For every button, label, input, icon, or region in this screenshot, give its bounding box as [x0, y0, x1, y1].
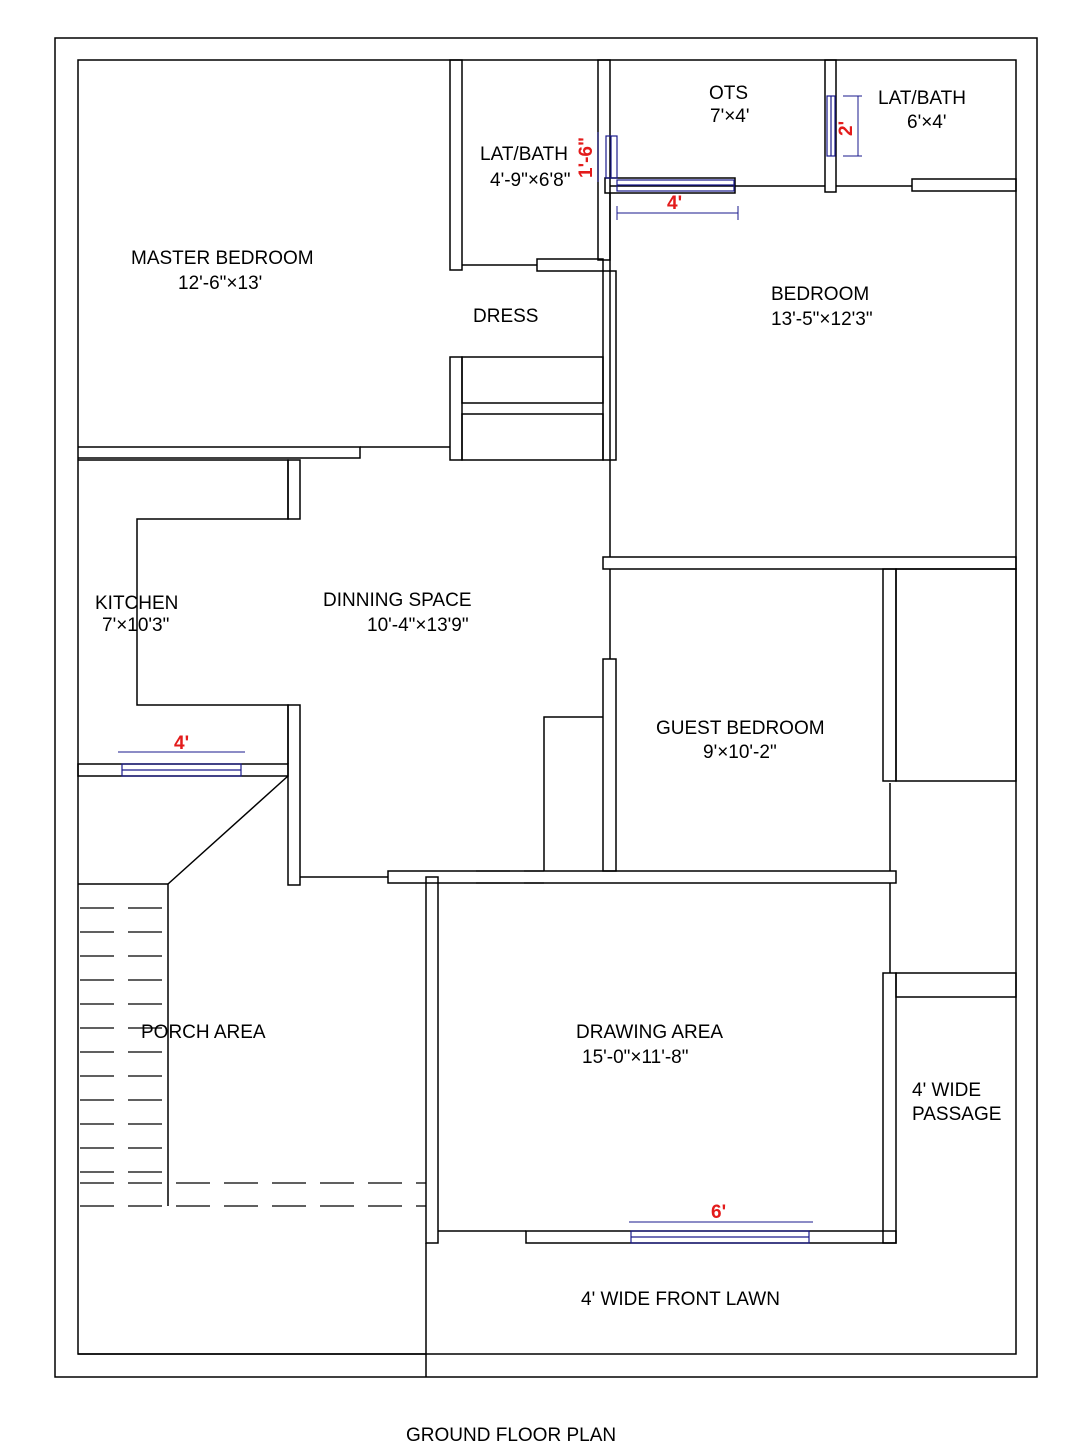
ots-window-dim: 4' — [667, 193, 683, 214]
dimension-labels — [174, 121, 857, 1223]
kitchen-window-dim: 4' — [174, 733, 190, 754]
ots-name: OTS — [709, 83, 749, 104]
drawing-size: 15'-0"×11'-8" — [582, 1047, 689, 1068]
lat-bath-1-size: 4'-9"×6'8" — [490, 170, 571, 191]
lat-bath-2-name: LAT/BATH — [878, 88, 966, 109]
master-bedroom-name: MASTER BEDROOM — [131, 248, 314, 269]
outer-walls — [55, 38, 1037, 1377]
ots-size: 7'×4' — [710, 106, 750, 127]
dinning-name: DINNING SPACE — [323, 590, 472, 611]
kitchen-size: 7'×10'3" — [102, 615, 170, 636]
passage-line1: 4' WIDE — [912, 1080, 982, 1101]
dress-name: DRESS — [473, 306, 539, 327]
guest-bedroom-name: GUEST BEDROOM — [656, 718, 825, 739]
guest-bedroom-size: 9'×10'-2" — [703, 742, 777, 763]
porch-name: PORCH AREA — [141, 1022, 266, 1043]
lat-bath-1-name: LAT/BATH — [480, 144, 568, 165]
plan-title: GROUND FLOOR PLAN — [406, 1425, 617, 1446]
bedroom-size: 13'-5"×12'3" — [771, 309, 873, 330]
dinning-size: 10'-4"×13'9" — [367, 615, 469, 636]
kitchen-name: KITCHEN — [95, 593, 179, 614]
drawing-name: DRAWING AREA — [576, 1022, 724, 1043]
drawing-window-dim: 6' — [711, 1202, 727, 1223]
bath-vent-1-dim: 1'-6" — [576, 137, 597, 178]
room-labels — [95, 83, 1001, 1310]
bath-vent-2-dim: 2' — [836, 120, 857, 136]
bedroom-name: BEDROOM — [771, 284, 870, 305]
master-bedroom-size: 12'-6"×13' — [178, 273, 263, 294]
front-lawn-name: 4' WIDE FRONT LAWN — [581, 1289, 780, 1310]
passage-line2: PASSAGE — [912, 1104, 1002, 1125]
lat-bath-2-size: 6'×4' — [907, 112, 947, 133]
